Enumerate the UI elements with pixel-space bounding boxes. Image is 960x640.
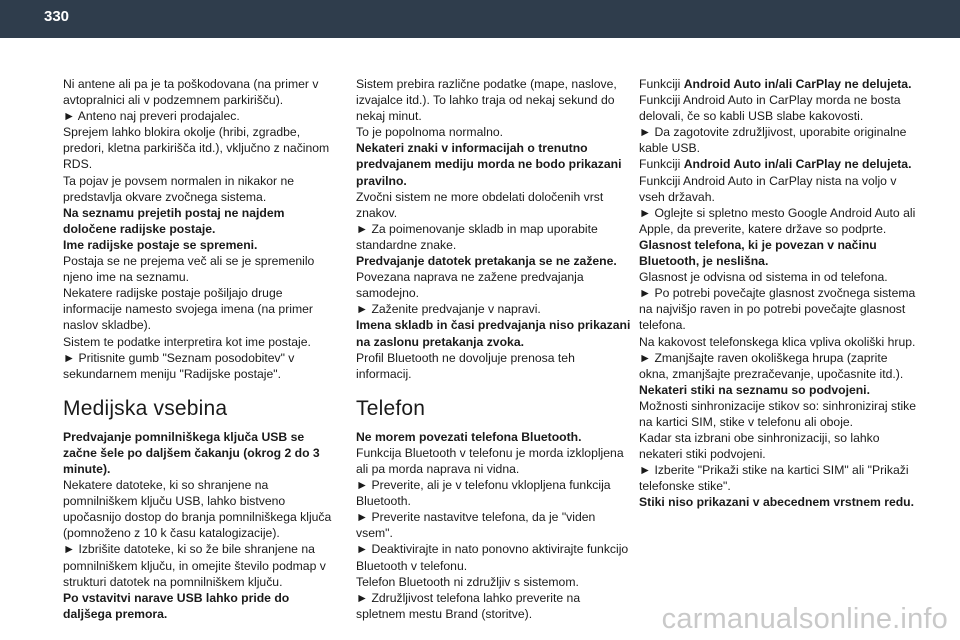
paragraph	[639, 156, 917, 172]
bold-paragraph: Ne morem povezati telefona Bluetooth.	[356, 429, 582, 444]
bold-paragraph: Po vstavitvi narave USB lahko pride do daljšega premora.	[63, 590, 290, 621]
bold-paragraph: Stiki niso prikazani v abecednem vrstnem redu.	[639, 495, 914, 510]
paragraph: Funkciji Android Auto in CarPlay morda ne bosta delovali, če so kabli USB slabe kakovosti.	[639, 93, 901, 124]
phone-troubleshooting	[356, 429, 632, 622]
carplay-cable-notes	[639, 92, 917, 156]
paragraph: Kadar sta izbrani obe sinhronizaciji, so lahko nekateri stiki podvojeni.	[639, 431, 880, 462]
bold-text-run: Android Auto in/ali CarPlay ne delujeta.	[683, 77, 912, 91]
paragraph: ► Po potrebi povečajte glasnost zvočnega sistema na najvišjo raven in po potrebi povečajte glasnost telefona.	[639, 286, 916, 333]
section-heading-phone: Telefon	[356, 396, 426, 420]
paragraph: ► Preverite nastavitve telefona, da je "viden vsem".	[356, 510, 596, 541]
paragraph	[639, 76, 917, 92]
paragraph: ► Izberite "Prikaži stike na kartici SIM" ali "Prikaži telefonske stike".	[639, 463, 909, 494]
bold-paragraph: Glasnost telefona, ki je povezan v načinu Bluetooth, je neslišna.	[639, 237, 877, 269]
radio-troubleshooting	[63, 76, 339, 382]
column-2	[356, 76, 632, 622]
watermark: carmanualsonline.info	[661, 603, 948, 635]
paragraph: Postaja se ne prejema več ali se je spremenilo njeno ime na seznamu.	[63, 254, 315, 285]
paragraph: Zvočni sistem ne more obdelati določenih vrst znakov.	[356, 189, 604, 220]
paragraph: ► Pritisnite gumb "Seznam posodobitev" v sekundarnem meniju "Radijske postaje".	[63, 350, 295, 381]
paragraph: Glasnost je odvisna od sistema in od telefona.	[639, 270, 888, 285]
paragraph: Ta pojav je povsem normalen in nikakor ne predstavlja okvare zvočnega sistema.	[63, 173, 295, 204]
bold-paragraph: Nekateri znaki v informacijah o trenutno predvajanem mediju morda ne bodo prikazani pravilno.	[356, 141, 622, 188]
media-troubleshooting-continued	[356, 76, 632, 382]
paragraph: Ni antene ali pa je ta poškodovana (na primer v avtopralnici ali v podzemnem parkirišču).	[63, 77, 319, 108]
bold-paragraph: Predvajanje pomnilniškega ključa USB se začne šele po daljšem čakanju (okrog 2 do 3 minute).	[63, 429, 320, 476]
paragraph: Možnosti sinhronizacije stikov so: sinhroniziraj stike na kartici SIM, stike v telefonu ali oboje.	[639, 398, 917, 429]
bold-paragraph: Predvajanje datotek pretakanja se ne zažene.	[356, 254, 617, 269]
paragraph: ► Anteno naj preveri prodajalec.	[63, 109, 240, 124]
paragraph: Sistem te podatke interpretira kot ime postaje.	[63, 334, 311, 349]
page-header-band	[0, 0, 960, 38]
paragraph: Funkcija Bluetooth v telefonu je morda izklopljena ali pa morda naprava ni vidna.	[356, 445, 624, 476]
paragraph: ► Zaženite predvajanje v napravi.	[356, 302, 541, 317]
page-number: 330	[44, 8, 70, 25]
paragraph: Na kakovost telefonskega klica vpliva okoliški hrup.	[639, 334, 916, 349]
paragraph: ► Združljivost telefona lahko preverite na spletnem mestu Brand (storitve).	[356, 590, 581, 621]
column-1	[63, 76, 339, 622]
bold-paragraph: Na seznamu prejetih postaj ne najdem določene radijske postaje.	[63, 205, 285, 236]
bold-paragraph: Nekateri stiki na seznamu so podvojeni.	[639, 382, 870, 397]
paragraph: Funkciji Android Auto in CarPlay nista na voljo v vseh državah.	[639, 173, 897, 204]
paragraph: Nekatere radijske postaje pošiljajo druge informacije namesto svojega imena (na primer naslov skladbe).	[63, 286, 313, 333]
paragraph: ► Zmanjšajte raven okoliškega hrupa (zaprite okna, zmanjšajte prezračevanje, upočasnite itd.).	[639, 350, 904, 381]
bold-paragraph: Ime radijske postaje se spremeni.	[63, 237, 258, 252]
paragraph: To je popolnoma normalno.	[356, 125, 504, 140]
paragraph: ► Za poimenovanje skladb in map uporabite standardne znake.	[356, 221, 598, 252]
paragraph: ► Oglejte si spletno mesto Google Android Auto ali Apple, da preverite, katere države so podprte.	[639, 205, 916, 236]
paragraph: ► Preverite, ali je v telefonu vklopljena funkcija Bluetooth.	[356, 478, 611, 509]
text-run: Funkciji	[639, 77, 684, 91]
paragraph: Povezana naprava ne zažene predvajanja samodejno.	[356, 270, 584, 301]
paragraph: Telefon Bluetooth ni združljiv s sistemom.	[356, 574, 579, 589]
paragraph: ► Da zagotovite združljivost, uporabite originalne kable USB.	[639, 125, 907, 156]
paragraph: Sprejem lahko blokira okolje (hribi, zgradbe, predori, kletna parkirišča itd.), vključno z načinom RDS.	[63, 125, 330, 172]
phone-troubleshooting-continued	[639, 173, 917, 511]
column-3	[639, 76, 917, 511]
paragraph: Nekatere datoteke, ki so shranjene na pomnilniškem ključu USB, lahko bistveno upočasnijo dostop do branja pomnilniškega ključa (pomnoženo z 10 k času katalogizacije).	[63, 478, 332, 541]
paragraph: ► Deaktivirajte in nato ponovno aktivirajte funkcijo Bluetooth v telefonu.	[356, 542, 629, 573]
media-troubleshooting	[63, 429, 339, 622]
bold-paragraph: Imena skladb in časi predvajanja niso prikazani na zaslonu pretakanja zvoka.	[356, 318, 631, 349]
section-heading-media: Medijska vsebina	[63, 396, 228, 420]
paragraph: Profil Bluetooth ne dovoljuje prenosa teh informacij.	[356, 350, 575, 381]
paragraph: Sistem prebira različne podatke (mape, naslove, izvajalce itd.). To lahko traja od nekaj sekund do nekaj minut.	[356, 77, 617, 124]
paragraph: ► Izbrišite datoteke, ki so že bile shranjene na pomnilniškem ključu, in omejite število podmap v strukturi datotek na pomnilniškem ključu.	[63, 542, 326, 589]
text-run: Funkciji	[639, 157, 684, 172]
bold-text-run: Android Auto in/ali CarPlay ne delujeta.	[683, 157, 912, 172]
